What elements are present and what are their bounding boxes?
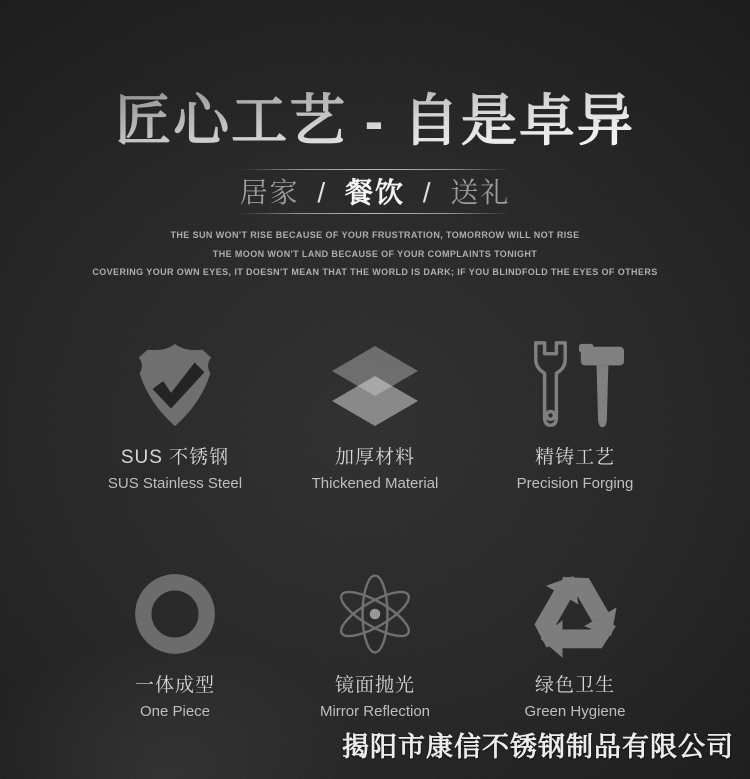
shield-check-icon xyxy=(108,336,242,436)
subtitle-middle: 餐饮 xyxy=(344,177,405,208)
ring-icon xyxy=(127,564,223,664)
subtitle-separator: / xyxy=(422,177,433,208)
feature-title-zh: 镜面抛光 xyxy=(334,675,415,696)
feature-card-stainless xyxy=(108,336,242,494)
subtitle xyxy=(0,174,750,212)
subtitle-right: 送礼 xyxy=(450,177,511,208)
feature-card-mirror xyxy=(320,564,430,722)
feature-title-en: Thickened Material xyxy=(311,475,439,492)
page-title: 匠心工艺 - 自是卓异 xyxy=(0,90,750,152)
company-name: 揭阳市康信不锈钢制品有限公司 xyxy=(342,732,734,762)
recycle-icon xyxy=(525,564,626,664)
feature-card-thickened xyxy=(312,336,439,494)
subtitle-left: 居家 xyxy=(239,177,300,208)
feature-title-zh: 加厚材料 xyxy=(334,447,415,468)
feature-title-en: One Piece xyxy=(139,703,211,720)
feature-title-zh: 精铸工艺 xyxy=(534,447,615,468)
tagline-line: THE SUN WON'T RISE BECAUSE OF YOUR FRUSTRATION, TOMORROW WILL NOT RISE xyxy=(170,230,580,240)
subtitle-separator: / xyxy=(317,177,328,208)
feature-card-forging xyxy=(517,336,634,494)
feature-title-zh: 绿色卫生 xyxy=(534,675,615,696)
feature-title-en: Green Hygiene xyxy=(524,703,626,720)
feature-title-en: Mirror Reflection xyxy=(319,703,431,720)
feature-title-en: SUS Stainless Steel xyxy=(107,475,243,492)
feature-title-zh: SUS 不锈钢 xyxy=(120,447,230,468)
tagline-line: COVERING YOUR OWN EYES, IT DOESN'T MEAN THAT THE WORLD IS DARK; IF YOU BLINDFOLD THE EYES OF OTHERS xyxy=(92,267,658,277)
feature-card-hygiene xyxy=(525,564,626,722)
tagline-line: THE MOON WON'T LAND BECAUSE OF YOUR COMPLAINTS TONIGHT xyxy=(212,248,538,259)
feature-title-en: Precision Forging xyxy=(516,475,634,492)
subtitle-divider-bottom xyxy=(240,213,510,214)
tagline-block xyxy=(0,226,750,282)
feature-card-one-piece xyxy=(127,564,223,722)
layered-diamonds-icon xyxy=(312,336,439,436)
subtitle-divider-top xyxy=(240,169,510,170)
atom-icon xyxy=(320,564,430,664)
feature-grid xyxy=(75,336,675,722)
wrench-hammer-icon xyxy=(517,336,634,436)
feature-title-zh: 一体成型 xyxy=(134,675,215,696)
